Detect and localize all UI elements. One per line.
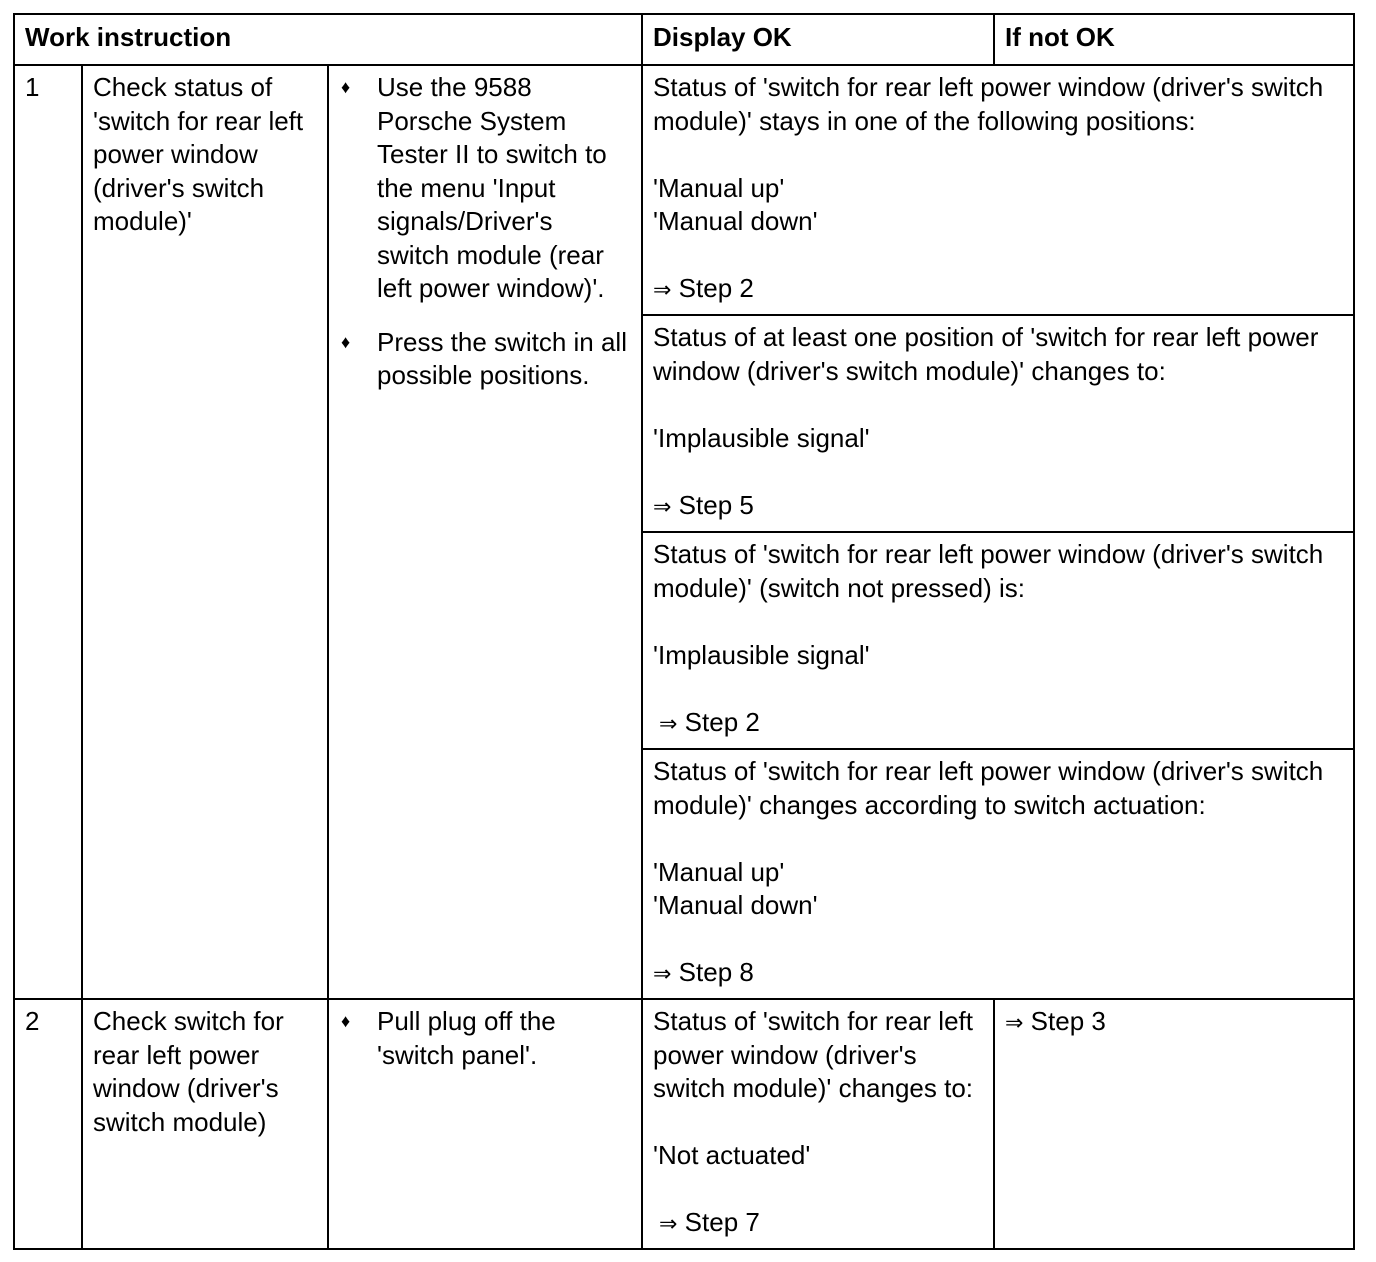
goto-step: Step 2 [684, 706, 760, 737]
goto-step: Step 2 [678, 273, 754, 303]
result-cell [642, 65, 1354, 315]
header-if-not-ok: If not OK [994, 14, 1354, 65]
table-header-row [14, 14, 1354, 65]
result-condition: Status of 'switch for rear left power window (driver's switch module)' stays in one of the following positions: 'Manual up' 'Manual down' [653, 72, 1324, 236]
display-ok-cell [642, 999, 994, 1249]
double-right-arrow-icon: ⇒ [653, 962, 672, 987]
action-item [339, 1005, 631, 1072]
header-work-instruction: Work instruction [14, 14, 642, 65]
action-text: Use the 9588 Porsche System Tester II to switch to the menu 'Input signals/Driver's switch module (rear left power window)'. [377, 72, 607, 303]
action-cell [328, 999, 642, 1249]
goto-step: Step 3 [1030, 1006, 1106, 1036]
diamond-bullet-icon: ♦ [341, 77, 351, 97]
double-right-arrow-icon: ⇒ [659, 711, 678, 737]
action-item [339, 71, 631, 306]
diamond-bullet-icon: ♦ [341, 331, 351, 352]
result-condition: Status of 'switch for rear left power window (driver's switch module)' changes to: 'Not actuated' [653, 1006, 974, 1170]
double-right-arrow-icon: ⇒ [653, 278, 672, 303]
step-number: 2 [14, 999, 82, 1249]
goto-step: Step 5 [678, 489, 754, 520]
check-description: Check switch for rear left power window (driver's switch module) [82, 999, 328, 1249]
work-instruction-table [13, 13, 1355, 1250]
table-row [14, 999, 1354, 1249]
action-text: Press the switch in all possible positions. [377, 326, 627, 390]
result-condition: Status of 'switch for rear left power window (driver's switch module)' changes according to switch actuation: 'Manual up' 'Manual down' [653, 756, 1324, 920]
diamond-bullet-icon: ♦ [341, 1011, 351, 1031]
if-not-ok-cell [994, 999, 1354, 1249]
result-condition: Status of at least one position of 'switch for rear left power window (driver's switch module)' changes to: 'Implausible signal' [653, 322, 1319, 453]
goto-step: Step 7 [684, 1207, 760, 1237]
double-right-arrow-icon: ⇒ [653, 494, 672, 520]
result-condition: Status of 'switch for rear left power window (driver's switch module)' (switch not pressed) is: 'Implausible signal' [653, 539, 1324, 670]
goto-step: Step 8 [678, 957, 754, 987]
step-number: 1 [14, 65, 82, 999]
action-item [339, 326, 631, 393]
action-text: Pull plug off the 'switch panel'. [377, 1006, 556, 1070]
result-cell [642, 749, 1354, 999]
check-description: Check status of 'switch for rear left power window (driver's switch module)' [82, 65, 328, 999]
table-row [14, 65, 1354, 315]
action-cell [328, 65, 642, 999]
double-right-arrow-icon: ⇒ [1005, 1011, 1024, 1036]
result-cell [642, 315, 1354, 532]
header-display-ok: Display OK [642, 14, 994, 65]
double-right-arrow-icon: ⇒ [659, 1212, 678, 1237]
result-cell [642, 532, 1354, 749]
